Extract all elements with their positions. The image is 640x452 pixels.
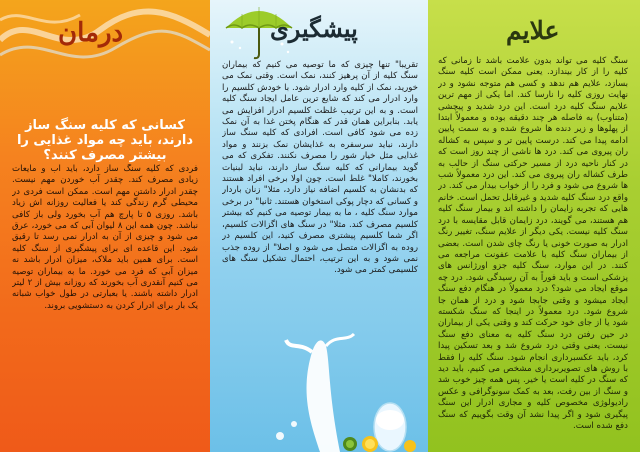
symptoms-body: سنگ کلیه می تواند بدون علامت باشد تا زمانی که کلیه را از کار بیندازد. یعنی ممکن است کلیه سنگ بسازد، علایم هم ندهد و کسی هم متوجه نشود و در نهایت روزی کلیه را نارسا کند. اما یکی از مهم ترین علایم سنگ کلیه درد است. این درد شدید و پیچشی (متناوب) به فاصله هر چند دقیقه بوده و معمولاً ابتدا از پهلوها و زیر دنده ها شروع شده و به سمت پایین ادامه پیدا می کند. درست پایین تر و سپس به کشاله ران پیروی می کند. درد ها ناشی از چند روز است که در کنار ناحیه درد از مسیر حرکتی سنگ از حالب به طرف کشاله ران پیروی می کند. این درد معمولاً شب ها شروع می شود و فرد را از خواب بیدار می کند. در واقع درد سنگ کلیه شدید و غیرقابل تحمل است. خانم هایی که تجربه زایمان را داشته اند و بیمار سنگ کلیه هم هستند، می گویند، درد زایمان قابل مقایسه با درد سنگ کلیه نیست. یکی دیگر از علایم سنگ، تغییر رنگ ادرار به صورت خونی یا رنگ چای شدن است. بعضی از بیماران سنگ کلیه با علامت عفونت مراجعه می کنند. در این موارد، سنگ کلیه جزو اورژانس های پزشکی است و باید فوراً به آن رسیدگی شود. درد چه موقع ایجاد می شود؟ درد معمولاً در هنگام دفع سنگ ایجاد میشود و وقتی جابجا شود و درد از همان جا شروع شود. درد معمولاً در اینجا که سنگ شکسته شود یا از جای خود حرکت کند و وقتی یکی از بیماران در حین رفتن درد سنگ کلیه به معنای دفع سنگ نیست. یعنی وقتی درد شروع شد و بعد تسکین پیدا کرد، باید عکسبرداری انجام شود. سنگ کلیه را فقط با روش های تصویربرداری مشخص می کنیم. باید دید که سنگ در کلیه است یا خیر. پس همه چیز خوب شد و سنگ از بین رفت، بعد به کمک سونوگرافی و عکس رادیولوژی مخصوص کلیه و مجاری ادرار این سنگ پیگیری شود و اگر پیدا نشد آن وقت بگوییم که سنگ دفع شده است. [438, 56, 628, 431]
milk-splash-illustration [250, 332, 420, 452]
treatment-panel [0, 0, 210, 452]
treatment-body: فردی که کلیه سنگ ساز دارد، باید آب و مایعات زیادی مصرف کند. چقدر آب خوردن مهم نیست. چقدر ادرار داشتن مهم است. ممکن است فردی در محیطی گرم زندگی کند یا فعالیت روزانه اش زیاد باشد. روزی ۵ تا پارچ هم آب بخورد ولی باز کافی نباشد. چون همه این ۸ لیوان آبی که می خورد، عرق می شود و چیزی از آن به ادرار نمی رسد تا رقیق شود. این قاعده ای برای پیشگیری از سنگ کلیه است. برای همین باید ملاک، میزان ادرار باشد نه میزان آبی که فرد می خورد. ما به بیماران توصیه می کنیم آنقدری آب بخورند که روزانه بیش از ۲ لیتر ادرار داشته باشند. یا بعبارتی در طول خواب شبانه یک بار برای ادرار کردن به دستشویی بروند. [12, 164, 198, 311]
treatment-title: درمان [58, 18, 124, 48]
symptoms-title: علایم [506, 16, 560, 45]
treatment-lead-question: کسانی که کلیه سنگ ساز دارند، باید چه مواد غذایی را بیشتر مصرف کنند؟ [16, 118, 194, 163]
prevention-title: پیشگیری [270, 14, 358, 43]
symptoms-panel [428, 0, 640, 452]
prevention-panel [210, 0, 428, 452]
prevention-body: تقریبا" تنها چیزی که ما توصیه می کنیم که بیماران سنگ کلیه از آن پرهیز کنند، نمک است. وقتی نمک می خورید، نمک از کلیه وارد ادرار شود. با خودش کلسیم را وارد ادرار می کند که شایع ترین عامل ایجاد سنگ کلیه است. و به این ترتیب غلظت کلسیم ادرار افزایش می یابد. بنابراین همان قدر که هنگام پختن غذا به آن نمک زده می شود کافی است. افرادی که کلیه سنگ ساز دارند، نباید سرسفره به غذایشان نمک بزنند و مواد غذایی مثل خیار شور را مصرف نکنند. تفکری که می گوید بیمارانی که کلیه سنگ ساز دارند، نباید لبنیات بخورند، کاملا" غلط است. چون اولا برخی افراد هستند که بدنشان به کلسیم اضافه نیاز دارد، مثلا" زنان باردار و کسانی که دچار پوکی استخوان هستند. ثانیا" در برخی موارد سنگ کلیه ، ما به بیمار توصیه می کنیم که بیشتر کلسیم مصرف کند. مثلا" در سنگ های اگزالات کلسیم، اگر شما کلسیم پیشتری مصرف کنید، این کلسیم در روده به اگزالات متصل می شود و اصلا" از روده جذب نمی شود و به این ترتیب، احتمال تشکیل سنگ های کلسیمی کمتر می شود. [222, 60, 418, 276]
